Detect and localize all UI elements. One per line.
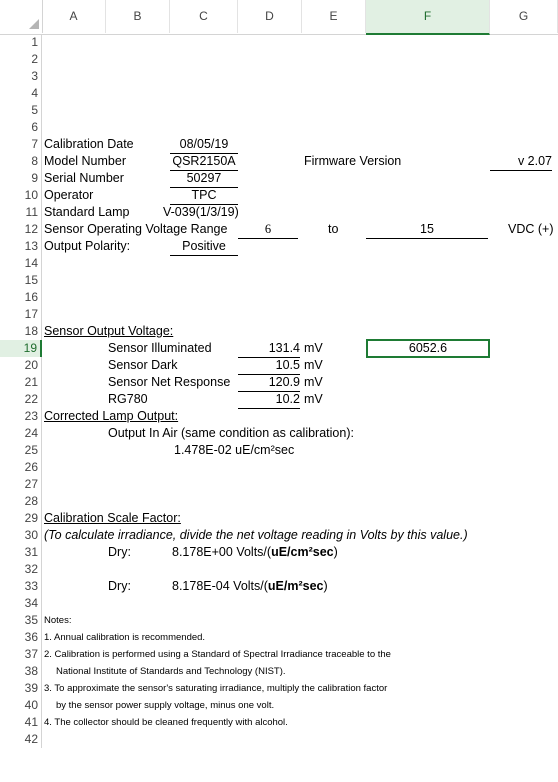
calibration-scale-factor-note: (To calculate irradiance, divide the net voltage reading in Volts by this value.) (44, 528, 468, 542)
sensor-illuminated-value[interactable]: 131.4 (238, 340, 300, 358)
dry-m-number: 8.178E-04 (172, 579, 230, 593)
calibration-date-label: Calibration Date (44, 137, 134, 151)
row-header-7[interactable]: 7 (0, 136, 42, 153)
row-header-20[interactable]: 20 (0, 357, 42, 374)
note-4: 4. The collector should be cleaned frequently with alcohol. (44, 717, 288, 728)
output-in-air-value (174, 442, 294, 459)
sensor-dark-label: Sensor Dark (108, 358, 178, 372)
output-in-air-unit: uE/cm²sec (235, 443, 295, 457)
operator-value[interactable]: TPC (170, 187, 238, 205)
sensor-net-response-unit: mV (304, 375, 323, 389)
row-header-1[interactable]: 1 (0, 34, 42, 51)
sensor-dark-unit: mV (304, 358, 323, 372)
note-2-line-1: 2. Calibration is performed using a Standard of Spectral Irradiance traceable to the (44, 649, 391, 660)
row-header-16[interactable]: 16 (0, 289, 42, 306)
model-number-label: Model Number (44, 154, 126, 168)
firmware-version-label: Firmware Version (304, 154, 402, 168)
column-header-c[interactable]: C (170, 0, 238, 33)
output-in-air-label: Output In Air (same condition as calibration): (108, 426, 354, 440)
dry-cm-unit-prefix: Volts/( (236, 545, 272, 559)
output-in-air-number: 1.478E-02 (174, 443, 232, 457)
row-header-31[interactable]: 31 (0, 544, 42, 561)
column-header-bar (0, 0, 558, 35)
row-header-10[interactable]: 10 (0, 187, 42, 204)
serial-number-value[interactable]: 50297 (170, 170, 238, 188)
dry-m-unit-bold: uE/m²sec (267, 579, 324, 593)
row-header-38[interactable]: 38 (0, 663, 42, 680)
note-1: 1. Annual calibration is recommended. (44, 632, 206, 643)
serial-number-label: Serial Number (44, 171, 124, 185)
column-header-a[interactable]: A (42, 0, 106, 33)
dry-m-label: Dry: (108, 579, 131, 593)
sensor-illuminated-unit: mV (304, 341, 323, 355)
operator-label: Operator (44, 188, 94, 202)
sensor-output-voltage-heading: Sensor Output Voltage: (44, 324, 174, 338)
dry-cm-label: Dry: (108, 545, 131, 559)
column-header-e[interactable]: E (302, 0, 366, 33)
cell-f19-value[interactable]: 6052.6 (408, 341, 448, 355)
voltage-range-label: Sensor Operating Voltage Range (44, 222, 228, 236)
dry-cm-unit-bold: uE/cm²sec (271, 545, 334, 559)
row-header-37[interactable]: 37 (0, 646, 42, 663)
row-header-27[interactable]: 27 (0, 476, 42, 493)
row-header-23[interactable]: 23 (0, 408, 42, 425)
row-header-28[interactable]: 28 (0, 493, 42, 510)
dry-cm-number: 8.178E+00 (172, 545, 233, 559)
firmware-version-value[interactable]: v 2.07 (490, 153, 552, 171)
row-header-40[interactable]: 40 (0, 697, 42, 714)
row-header-39[interactable]: 39 (0, 680, 42, 697)
select-all-icon (29, 19, 39, 29)
row-header-13[interactable]: 13 (0, 238, 42, 255)
row-header-18[interactable]: 18 (0, 323, 42, 340)
rg780-value[interactable]: 10.2 (238, 391, 300, 409)
row-header-34[interactable]: 34 (0, 595, 42, 612)
rg780-label: RG780 (108, 392, 148, 406)
voltage-range-unit: VDC (+) (508, 222, 554, 236)
row-header-15[interactable]: 15 (0, 272, 42, 289)
column-header-d[interactable]: D (238, 0, 302, 33)
row-header-24[interactable]: 24 (0, 425, 42, 442)
calibration-date-value[interactable]: 08/05/19 (170, 136, 238, 154)
sensor-net-response-label: Sensor Net Response (108, 375, 231, 389)
row-header-41[interactable]: 41 (0, 714, 42, 731)
dry-cm-unit-close: ) (333, 545, 338, 559)
dry-m-value (172, 578, 328, 595)
row-header-42[interactable]: 42 (0, 731, 42, 748)
model-number-value[interactable]: QSR2150A (170, 153, 238, 171)
row-header-2[interactable]: 2 (0, 51, 42, 68)
row-header-19[interactable]: 19 (0, 340, 42, 357)
row-header-17[interactable]: 17 (0, 306, 42, 323)
row-header-32[interactable]: 32 (0, 561, 42, 578)
sensor-net-response-value[interactable]: 120.9 (238, 374, 300, 392)
row-header-35[interactable]: 35 (0, 612, 42, 629)
note-3-line-2: by the sensor power supply voltage, minus one volt. (56, 700, 275, 711)
column-header-g[interactable]: G (490, 0, 558, 33)
standard-lamp-value[interactable]: V-039(1/3/19) (163, 205, 239, 219)
notes-heading: Notes: (44, 615, 72, 626)
row-header-6[interactable]: 6 (0, 119, 42, 136)
row-header-11[interactable]: 11 (0, 204, 42, 221)
voltage-range-max[interactable]: 15 (366, 221, 488, 239)
output-polarity-label: Output Polarity: (44, 239, 131, 253)
row-header-3[interactable]: 3 (0, 68, 42, 85)
row-header-36[interactable]: 36 (0, 629, 42, 646)
row-header-26[interactable]: 26 (0, 459, 42, 476)
row-header-4[interactable]: 4 (0, 85, 42, 102)
rg780-unit: mV (304, 392, 323, 406)
row-header-21[interactable]: 21 (0, 374, 42, 391)
row-header-8[interactable]: 8 (0, 153, 42, 170)
row-header-14[interactable]: 14 (0, 255, 42, 272)
row-header-33[interactable]: 33 (0, 578, 42, 595)
row-header-12[interactable]: 12 (0, 221, 42, 238)
row-header-5[interactable]: 5 (0, 102, 42, 119)
voltage-range-to: to (328, 222, 339, 236)
column-header-b[interactable]: B (106, 0, 170, 33)
output-polarity-value[interactable]: Positive (170, 238, 238, 256)
select-all-corner[interactable] (0, 0, 43, 33)
row-header-22[interactable]: 22 (0, 391, 42, 408)
calibration-scale-factor-heading: Calibration Scale Factor: (44, 511, 181, 525)
row-header-30[interactable]: 30 (0, 527, 42, 544)
standard-lamp-label: Standard Lamp (44, 205, 130, 219)
dry-cm-value (172, 544, 338, 561)
sheet-grid[interactable] (42, 34, 558, 782)
sensor-dark-value[interactable]: 10.5 (238, 357, 300, 375)
row-header-29[interactable]: 29 (0, 510, 42, 527)
corrected-lamp-output-heading: Corrected Lamp Output: (44, 409, 179, 423)
dry-m-unit-prefix: Volts/( (233, 579, 268, 593)
row-header-25[interactable]: 25 (0, 442, 42, 459)
voltage-range-min[interactable]: 6 (238, 221, 298, 239)
note-3-line-1: 3. To approximate the sensor's saturating irradiance, multiply the calibration factor (44, 683, 388, 694)
dry-m-unit-close: ) (323, 579, 328, 593)
row-header-9[interactable]: 9 (0, 170, 42, 187)
column-header-f[interactable]: F (366, 0, 490, 35)
note-2-line-2: National Institute of Standards and Technology (NIST). (56, 666, 286, 677)
sensor-illuminated-label: Sensor Illuminated (108, 341, 212, 355)
